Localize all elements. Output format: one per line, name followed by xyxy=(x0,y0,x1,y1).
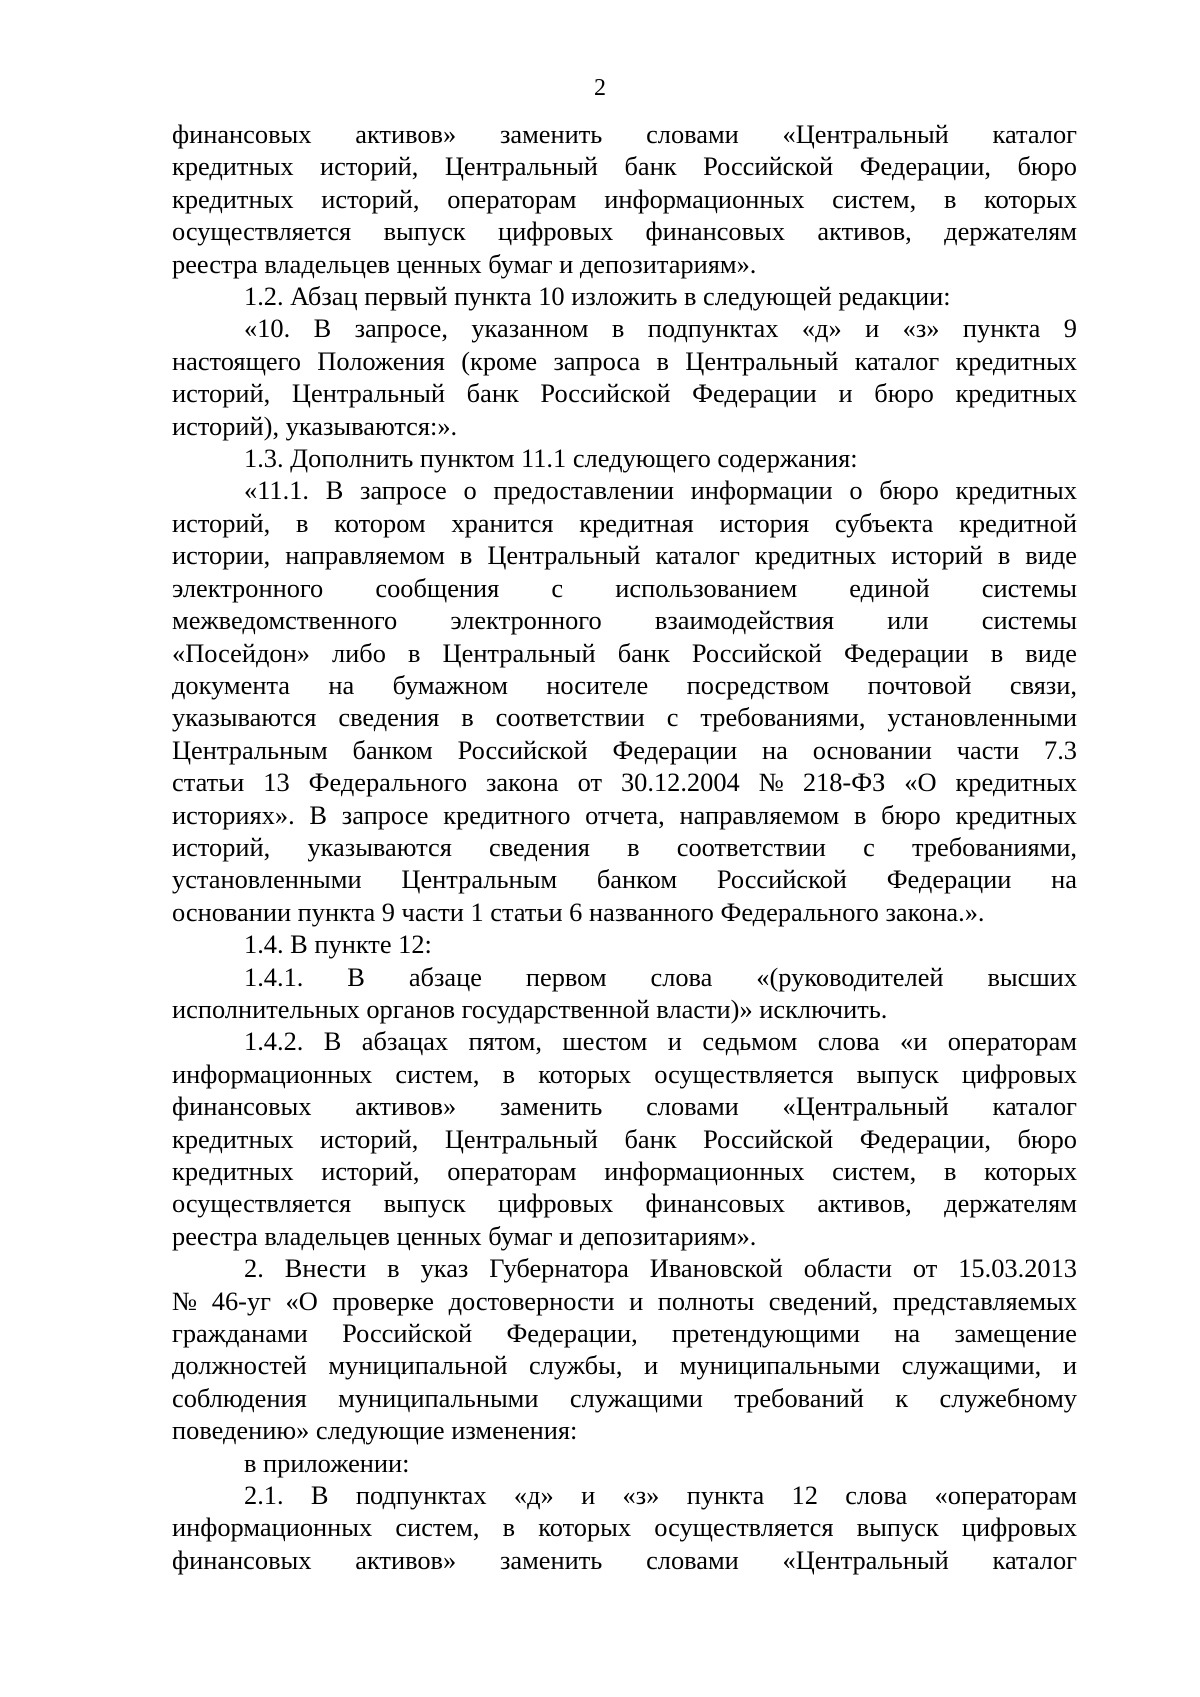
text-line: 1.2. Абзац первый пункта 10 изложить в следующей редакции: xyxy=(244,281,951,312)
text-line: документа на бумажном носителе посредством почтовой связи, xyxy=(172,669,1077,700)
text-line: историй, Центральный банк Российской Федерации и бюро кредитных xyxy=(172,378,1077,409)
text-line: «11.1. В запросе о предоставлении информации о бюро кредитных xyxy=(244,475,1077,506)
text-line: должностей муниципальной службы, и муниципальными служащими, и xyxy=(172,1350,1077,1381)
text-line: финансовых активов» заменить словами «Центральный каталог xyxy=(172,1091,1077,1122)
text-line: гражданами Российской Федерации, претендующими на замещение xyxy=(172,1318,1077,1349)
text-line: кредитных историй, Центральный банк Российской Федерации, бюро xyxy=(172,151,1077,182)
text-line: соблюдения муниципальными служащими требований к служебному xyxy=(172,1382,1077,1413)
text-line: электронного сообщения с использованием единой системы xyxy=(172,572,1077,603)
text-line: 1.4.1. В абзаце первом слова «(руководителей высших xyxy=(244,961,1077,992)
text-line: осуществляется выпуск цифровых финансовых активов, держателям xyxy=(172,1188,1077,1219)
text-line: «Посейдон» либо в Центральный банк Российской Федерации в виде xyxy=(172,637,1077,668)
text-line: осуществляется выпуск цифровых финансовых активов, держателям xyxy=(172,216,1077,247)
text-line: № 46-уг «О проверке достоверности и полноты сведений, представляемых xyxy=(172,1285,1077,1316)
text-line: истории, направляемом в Центральный каталог кредитных историй в виде xyxy=(172,540,1077,571)
page-number: 2 xyxy=(594,75,606,101)
text-line: в приложении: xyxy=(244,1447,410,1478)
text-line: информационных систем, в которых осуществляется выпуск цифровых xyxy=(172,1058,1077,1089)
text-line: историй, указываются сведения в соответствии с требованиями, xyxy=(172,831,1077,862)
text-line: исполнительных органов государственной власти)» исключить. xyxy=(172,993,888,1024)
document-body xyxy=(172,118,1077,1576)
text-line: установленными Центральным банком Российской Федерации на xyxy=(172,864,1077,895)
text-line: финансовых активов» заменить словами «Центральный каталог xyxy=(172,119,1077,149)
text-line: «10. В запросе, указанном в подпунктах «д» и «з» пункта 9 xyxy=(244,313,1077,344)
text-line: кредитных историй, Центральный банк Российской Федерации, бюро xyxy=(172,1123,1077,1154)
text-line: 2. Внести в указ Губернатора Ивановской области от 15.03.2013 xyxy=(244,1253,1077,1284)
text-line: историй, в котором хранится кредитная история субъекта кредитной xyxy=(172,507,1077,538)
text-line: 1.4. В пункте 12: xyxy=(244,929,432,960)
text-line: указываются сведения в соответствии с требованиями, установленными xyxy=(172,702,1077,733)
text-line: историях». В запросе кредитного отчета, направляемом в бюро кредитных xyxy=(172,799,1077,830)
text-line: финансовых активов» заменить словами «Центральный каталог xyxy=(172,1544,1077,1575)
text-line: 2.1. В подпунктах «д» и «з» пункта 12 слова «операторам xyxy=(244,1480,1077,1511)
text-line: информационных систем, в которых осуществляется выпуск цифровых xyxy=(172,1512,1077,1543)
text-line: кредитных историй, операторам информационных систем, в которых xyxy=(172,183,1077,214)
text-line: настоящего Положения (кроме запроса в Центральный каталог кредитных xyxy=(172,345,1077,376)
text-line: реестра владельцев ценных бумаг и депозитариям». xyxy=(172,248,757,279)
text-line: Центральным банком Российской Федерации на основании части 7.3 xyxy=(172,734,1077,765)
text-line: поведению» следующие изменения: xyxy=(172,1415,578,1446)
text-line: 1.3. Дополнить пунктом 11.1 следующего содержания: xyxy=(244,443,858,474)
text-line: 1.4.2. В абзацах пятом, шестом и седьмом слова «и операторам xyxy=(244,1026,1077,1057)
text-line: статьи 13 Федерального закона от 30.12.2004 № 218-ФЗ «О кредитных xyxy=(172,767,1077,798)
text-line: основании пункта 9 части 1 статьи 6 названного Федерального закона.». xyxy=(172,896,985,927)
text-line: историй), указываются:». xyxy=(172,410,458,441)
text-line: реестра владельцев ценных бумаг и депозитариям». xyxy=(172,1220,757,1251)
text-line: межведомственного электронного взаимодействия или системы xyxy=(172,605,1077,636)
text-line: кредитных историй, операторам информационных систем, в которых xyxy=(172,1156,1077,1186)
